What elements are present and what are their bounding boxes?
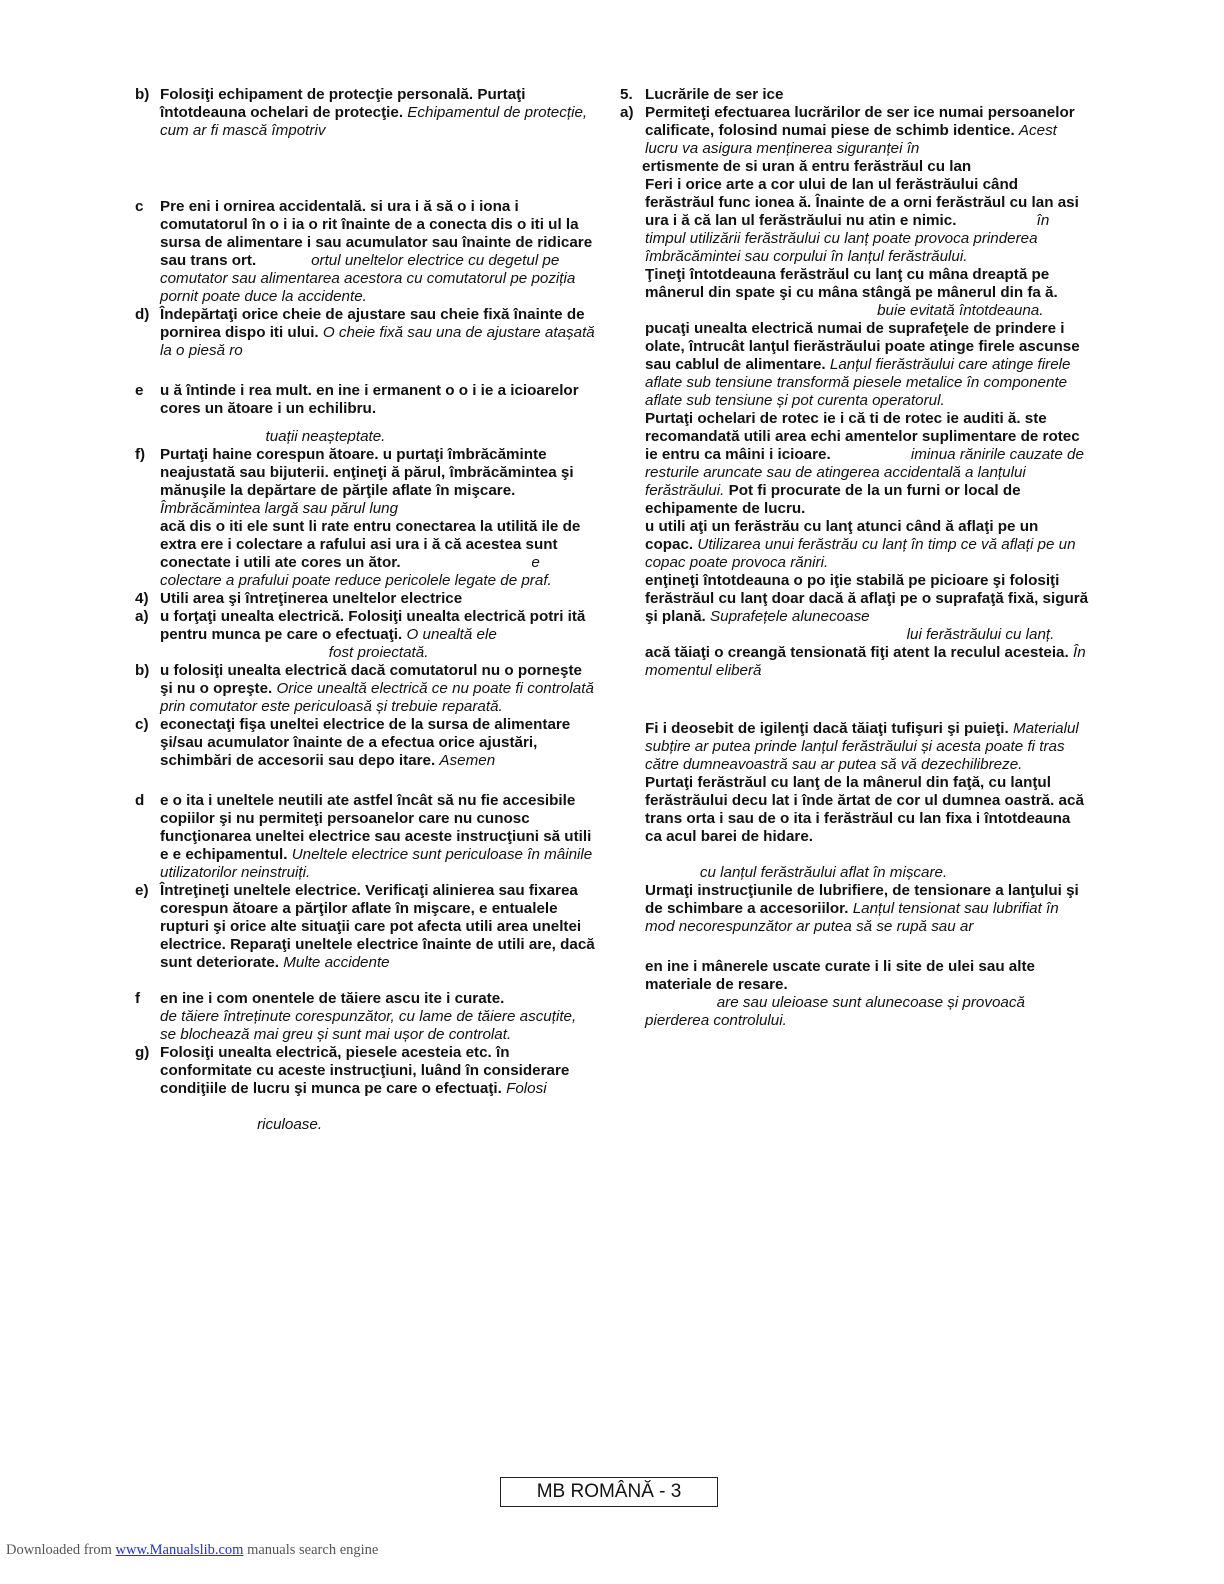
item-body <box>135 428 595 446</box>
left-paragraph <box>135 86 595 140</box>
item-label: f) <box>135 446 146 463</box>
right-paragraph <box>620 994 1090 1030</box>
section-heading: Lucrările de ser ice <box>645 86 784 103</box>
left-paragraph <box>135 428 595 446</box>
italic-explanation: de tăiere întreținute corespunzător, cu lame de tăiere ascuțite, se blochează mai greu și sunt mai ușor de controlat. <box>160 990 581 1043</box>
bold-instruction: Purtaţi haine corespun ătoare. u purtaţi îmbrăcăminte neajustată sau bijuterii. enţineţi ă părul, îmbrăcămintea şi mănuşile la depărtare de părţile aflate în mişcare. <box>160 446 574 499</box>
item-body <box>135 518 595 590</box>
item-body <box>135 382 595 418</box>
item-body <box>135 882 595 972</box>
page-footer-label: MB ROMÂNĂ - 3 <box>500 1477 718 1507</box>
item-body <box>620 626 1090 644</box>
left-paragraph <box>135 382 595 418</box>
right-paragraph <box>620 626 1090 644</box>
italic-explanation: e colectare a prafului poate reduce pericolele legate de praf. <box>160 554 552 589</box>
bold-instruction-tail: Pot fi procurate de la un furni or local de echipamente de lucru. <box>645 482 1021 517</box>
item-body <box>135 86 595 140</box>
item-label: 4) <box>135 590 149 607</box>
item-body <box>620 158 1090 176</box>
item-label: c) <box>135 716 149 733</box>
download-credit <box>6 1542 378 1559</box>
item-body <box>620 994 1090 1030</box>
left-paragraph <box>135 644 595 662</box>
bold-instruction: u folosiţi unealta electrică dacă comutatorul nu o porneşte şi nu o opreşte. <box>160 662 582 697</box>
left-paragraph <box>135 662 599 716</box>
item-body <box>620 958 1090 994</box>
item-body <box>620 572 1090 626</box>
manualslib-link[interactable]: www.Manualslib.com <box>115 1542 244 1558</box>
item-label: a) <box>620 104 634 121</box>
bold-instruction: Purtaţi ochelari de rotec ie i că ti de rotec ie auditi ă. ste recomandată utili area echi amentelor suplimentare de rotec ie entru ca mâini i icioare. <box>645 410 1080 463</box>
italic-explanation: Orice unealtă electrică ce nu poate fi controlată prin comutator este periculoasă și trebuie reparată. <box>160 680 599 715</box>
item-body <box>620 882 1090 936</box>
bold-instruction: en ine i mânerele uscate curate i li site de ulei sau alte materiale de resare. <box>645 958 1035 993</box>
italic-explanation: Asemen <box>439 752 496 769</box>
right-paragraph <box>620 104 1090 158</box>
left-paragraph <box>135 306 599 360</box>
italic-explanation: Acest lucru va asigura menținerea siguranței în <box>645 122 1062 157</box>
left-column <box>135 86 599 1134</box>
item-body <box>620 518 1090 572</box>
bold-instruction: econectaţi fişa uneltei electrice de la sursa de alimentare şi/sau acumulator înainte de a efectua orice ajustări, schimbări de accesorii sau depo itare. <box>160 716 571 769</box>
bold-instruction: enţineţi întotdeauna o po iţie stabilă pe picioare şi folosiţi ferăstrăul cu lanţ doar dacă ă aflaţi pe o suprafaţă fixă, sigură şi plană. <box>645 572 1089 625</box>
right-paragraph <box>620 158 1090 176</box>
bold-instruction: Pre eni i ornirea accidentală. si ura i ă să o i iona i comutatorul în o i ia o rit înainte de a conecta dis o iti ul la sursa de alimentare i sau acumulator sau înainte de ridicare sau trans ort. <box>160 198 593 269</box>
italic-explanation: O unealtă ele <box>406 626 497 643</box>
item-body <box>135 662 599 716</box>
item-body <box>135 1116 595 1134</box>
bold-instruction: Folosiţi unealta electrică, piesele acesteia etc. în conformitate cu aceste instrucţiuni, luând în considerare condiţiile de lucru şi munca pe care o efectuaţi. <box>160 1044 570 1097</box>
item-body <box>620 720 1090 774</box>
bold-instruction: Întreţineţi uneltele electrice. Verificaţi alinierea sau fixarea corespun ătoare a părţilor aflate în mişcare, e entualele rupturi şi orice alte situaţii care pot afecta utili area uneltei electrice. Reparaţi uneltele electrice înainte de utili are, dacă sunt deteriorate. <box>160 882 595 971</box>
item-label: f <box>135 990 141 1007</box>
italic-explanation: lui ferăstrăului cu lanț. <box>645 626 1055 643</box>
item-body <box>135 644 595 662</box>
item-body <box>620 644 1090 680</box>
italic-explanation: O cheie fixă sau una de ajustare atașată la o piesă ro <box>160 324 599 359</box>
italic-explanation: ortul uneltelor electrice cu degetul pe comutator sau alimentarea acestora cu comutatorul pe poziția pornit poate duce la accidente. <box>160 252 580 305</box>
download-prefix: Downloaded from <box>6 1542 116 1558</box>
italic-explanation: În momentul eliberă <box>645 644 1090 679</box>
right-paragraph <box>620 302 1090 320</box>
right-paragraph <box>620 958 1090 994</box>
section-heading: Utili area şi întreţinerea uneltelor electrice <box>160 590 463 607</box>
italic-explanation: Folosi <box>506 1080 547 1097</box>
italic-explanation: are sau uleioase sunt alunecoase și provoacă pierderea controlului. <box>645 994 1030 1029</box>
right-paragraph <box>620 86 1090 104</box>
bold-instruction: Ţineţi întotdeauna ferăstrăul cu lanţ cu mâna dreaptă pe mânerul din spate şi cu mâna stângă pe mânerul din fa ă. <box>645 266 1058 301</box>
left-paragraph <box>135 1044 595 1098</box>
right-paragraph <box>620 864 1090 882</box>
bold-instruction: ertismente de si uran ă entru ferăstrăul cu lan <box>642 158 972 175</box>
italic-explanation: Utilizarea unui ferăstrău cu lanț în timp ce vă aflați pe un copac poate provoca răniri. <box>645 536 1080 571</box>
item-label: e <box>135 382 144 399</box>
italic-explanation: Îmbrăcămintea largă sau părul lung <box>160 500 399 517</box>
right-paragraph <box>620 572 1090 626</box>
bold-instruction: u utili aţi un ferăstrău cu lanţ atunci când ă aflaţi pe un copac. <box>645 518 1039 553</box>
italic-explanation: Echipamentul de protecție, cum ar fi mască împotriv <box>160 104 592 139</box>
right-paragraph <box>620 176 1090 266</box>
item-label: e) <box>135 882 149 899</box>
italic-explanation: Materialul subțire ar putea prinde lanțul ferăstrăului și acesta poate fi tras către dumneavoastră sau ar putea să vă dezechilibreze. <box>645 720 1084 773</box>
italic-explanation: Lanțul fierăstrăului care atinge firele aflate sub tensiune transformă piesele metalice în componente aflate sub tensiune și pot curenta operatorul. <box>645 356 1075 409</box>
bold-instruction: pucaţi unealta electrică numai de suprafeţele de prindere i olate, întrucât lanţul fierăstrăului poate atinge firele ascunse sau cablul de alimentare. <box>645 320 1080 373</box>
item-label: g) <box>135 1044 150 1061</box>
bold-instruction: Fi i deosebit de igilenţi dacă tăiaţi tufişuri şi puieţi. <box>645 720 1009 737</box>
italic-explanation: iminua rănirile cauzate de resturile aruncate sau de atingerea accidentală a lanțului ferăstrăului. <box>645 446 1089 499</box>
item-label: a) <box>135 608 149 625</box>
italic-explanation: în timpul utilizării ferăstrăului cu lanț poate provoca prinderea îmbrăcămintei sau corpului în lanțul ferăstrăului. <box>645 212 1054 265</box>
item-body <box>135 446 595 518</box>
item-label: b) <box>135 86 150 103</box>
italic-explanation: riculoase. <box>160 1116 323 1133</box>
left-paragraph <box>135 446 595 518</box>
right-paragraph <box>620 320 1090 410</box>
bold-instruction: en ine i com onentele de tăiere ascu ite i curate. <box>160 990 505 1007</box>
item-body <box>620 302 1090 320</box>
item-body <box>620 864 1090 882</box>
item-body <box>135 990 595 1044</box>
right-paragraph <box>620 518 1090 572</box>
left-paragraph <box>135 1116 595 1134</box>
bold-instruction: Îndepărtaţi orice cheie de ajustare sau cheie fixă înainte de pornirea dispo iti ului. <box>160 306 585 341</box>
item-body <box>135 198 595 306</box>
right-column <box>620 86 1090 1030</box>
italic-explanation: Suprafețele alunecoase <box>710 608 870 625</box>
right-paragraph <box>620 882 1090 936</box>
item-body <box>135 1044 595 1098</box>
item-label: b) <box>135 662 150 679</box>
item-label: d) <box>135 306 150 323</box>
bold-instruction: acă tăiaţi o creangă tensionată fiţi atent la reculul acesteia. <box>645 644 1069 661</box>
item-body <box>135 608 595 644</box>
item-label: 5. <box>620 86 633 103</box>
download-suffix: manuals search engine <box>243 1542 379 1558</box>
item-body <box>620 176 1090 266</box>
left-paragraph <box>135 590 595 608</box>
bold-instruction: u ă întinde i rea mult. en ine i ermanent o o i ie a icioarelor cores un ătoare i un echilibru. <box>160 382 579 417</box>
item-body <box>135 716 595 770</box>
bold-instruction: Permiteţi efectuarea lucrărilor de ser ice numai persoanelor calificate, folosind numai piese de schimb identice. <box>645 104 1075 139</box>
left-paragraph <box>135 518 595 590</box>
right-paragraph <box>620 774 1090 846</box>
item-body <box>620 410 1090 518</box>
italic-explanation: Multe accidente <box>283 954 390 971</box>
bold-instruction: u forţaţi unealta electrică. Folosiţi unealta electrică potri ită pentru munca pe care o efectuaţi. <box>160 608 586 643</box>
item-body <box>620 774 1090 846</box>
bold-instruction: acă dis o iti ele sunt li rate entru conectarea la utilită ile de extra ere i colectare a rafului asi ura i ă că acestea sunt conectate i utili ate cores un ător. <box>160 518 581 571</box>
italic-explanation: Lanțul tensionat sau lubrifiat în mod necorespunzător ar putea să se rupă sau ar <box>645 900 1063 935</box>
item-body <box>620 266 1090 302</box>
right-paragraph <box>620 266 1090 302</box>
bold-instruction: Urmaţi instrucţiunile de lubrifiere, de tensionare a lanţului şi de schimbare a accesoriilor. <box>645 882 1079 917</box>
item-body <box>135 792 595 882</box>
bold-instruction: Folosiţi echipament de protecţie personală. Purtaţi întotdeauna ochelari de protecţie. <box>160 86 526 121</box>
item-body <box>620 86 1090 104</box>
left-paragraph <box>135 608 595 644</box>
item-body <box>135 590 595 608</box>
right-paragraph <box>620 720 1090 774</box>
right-paragraph <box>620 644 1090 680</box>
italic-explanation: Uneltele electrice sunt periculoase în mâinile utilizatorilor neinstruiți. <box>160 846 597 881</box>
left-paragraph <box>135 882 595 972</box>
italic-explanation: buie evitată întotdeauna. <box>645 302 1044 319</box>
left-paragraph <box>135 716 595 770</box>
left-paragraph <box>135 198 595 306</box>
item-label: d <box>135 792 145 809</box>
item-label: c <box>135 198 144 215</box>
item-body <box>620 104 1090 158</box>
bold-instruction: Purtaţi ferăstrăul cu lanţ de la mânerul din faţă, cu lanţul ferăstrăului decu lat i înde ărtat de cor ul dumnea oastră. acă trans orta i sau de o ita i ferăstrăul cu lan fixa i întotdeauna ca acul barei de hidare. <box>645 774 1084 845</box>
italic-explanation: cu lanțul ferăstrăului aflat în mișcare. <box>645 864 948 881</box>
item-body <box>620 320 1090 410</box>
bold-instruction: e o ita i uneltele neutili ate astfel încât să nu fie accesibile copiilor şi nu permiteţi persoanelor care nu cunosc funcţionarea uneltei electrice sau aceste instrucţiuni să utili e e echipamentul. <box>160 792 592 863</box>
left-paragraph <box>135 792 595 882</box>
bold-instruction: Feri i orice arte a cor ului de lan ul ferăstrăului când ferăstrăul func ionea ă. Înainte de a orni ferăstrăul cu lan asi ura i ă că lan ul ferăstrăului nu atin e nimic. <box>645 176 1079 229</box>
right-paragraph <box>620 410 1090 518</box>
left-paragraph <box>135 990 595 1044</box>
italic-explanation: tuații neașteptate. <box>160 428 386 445</box>
item-body <box>135 306 599 360</box>
italic-explanation: fost proiectată. <box>160 644 429 661</box>
